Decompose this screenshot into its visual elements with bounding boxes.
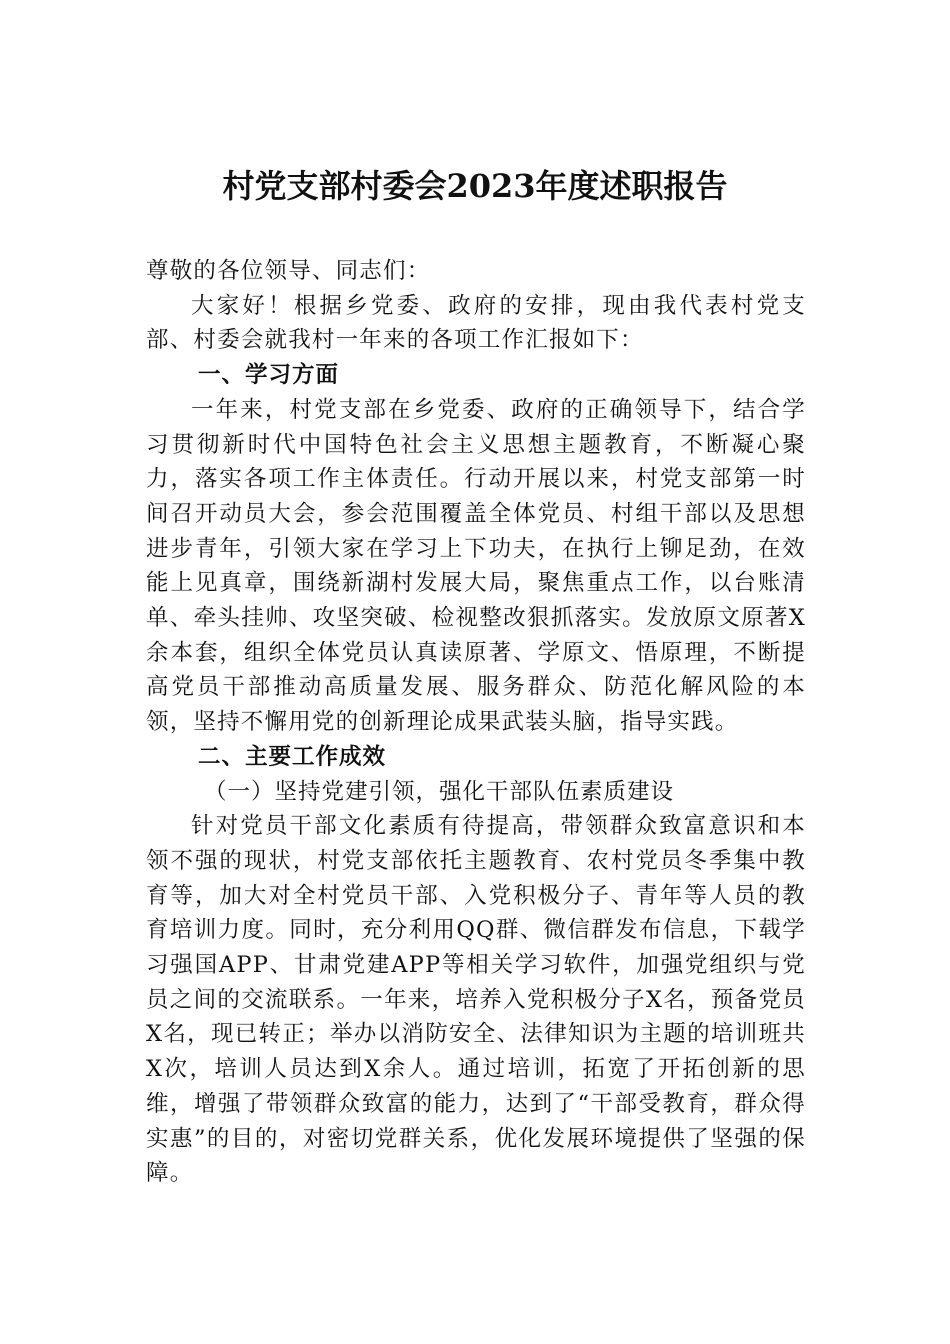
section-1-heading: 一、学习方面 bbox=[198, 362, 340, 389]
section-1-paragraph: 一年来，村党支部在乡党委、政府的正确领导下，结合学习贯彻新时代中国特色社会主义思想主题教育，不断凝心聚力，落实各项工作主体责任。行动开展以来，村党支部第一时间召开动员大会，参会范围覆盖全体党员、村组干部以及思想进步青年，引领大家在学习上下功夫，在执行上铆足劲，在效能上见真章，围绕新湖村发展大局，聚焦重点工作，以台账清单、牵头挂帅、攻坚突破、检视整改狠抓落实。发放原文原著X余本套，组织全体党员认真读原著、学原文、悟原理，不断提高党员干部推动高质量发展、服务群众、防范化解风险的本领，坚持不懈用党的创新理论成果武装头脑，指导实践。 bbox=[146, 396, 806, 736]
section-2-subheading: （一）坚持党建引领，强化干部队伍素质建设 bbox=[204, 778, 675, 805]
section-2-heading: 二、主要工作成效 bbox=[198, 743, 387, 770]
intro-paragraph: 大家好！根据乡党委、政府的安排，现由我代表村党支部、村委会就我村一年来的各项工作汇报如下： bbox=[146, 292, 806, 354]
section-2-paragraph: 针对党员干部文化素质有待提高，带领群众致富意识和本领不强的现状，村党支部依托主题教育、农村党员冬季集中教育等，加大对全村党员干部、入党积极分子、青年等人员的教育培训力度。同时，充分利用QQ群、微信群发布信息，下载学习强国APP、甘肃党建APP等相关学习软件，加强党组织与党员之间的交流联系。一年来，培养入党积极分子X名，预备党员X名，现已转正；举办以消防安全、法律知识为主题的培训班共X次，培训人员达到X余人。通过培训，拓宽了开拓创新的思维，增强了带领群众致富的能力，达到了“干部受教育，群众得实惠”的目的，对密切党群关系，优化发展环境提供了坚强的保障。 bbox=[146, 813, 806, 1187]
document-body bbox=[146, 254, 806, 1191]
document-title: 村党支部村委会2023年度述职报告 bbox=[222, 167, 728, 205]
salutation: 尊敬的各位领导、同志们： bbox=[146, 258, 431, 284]
